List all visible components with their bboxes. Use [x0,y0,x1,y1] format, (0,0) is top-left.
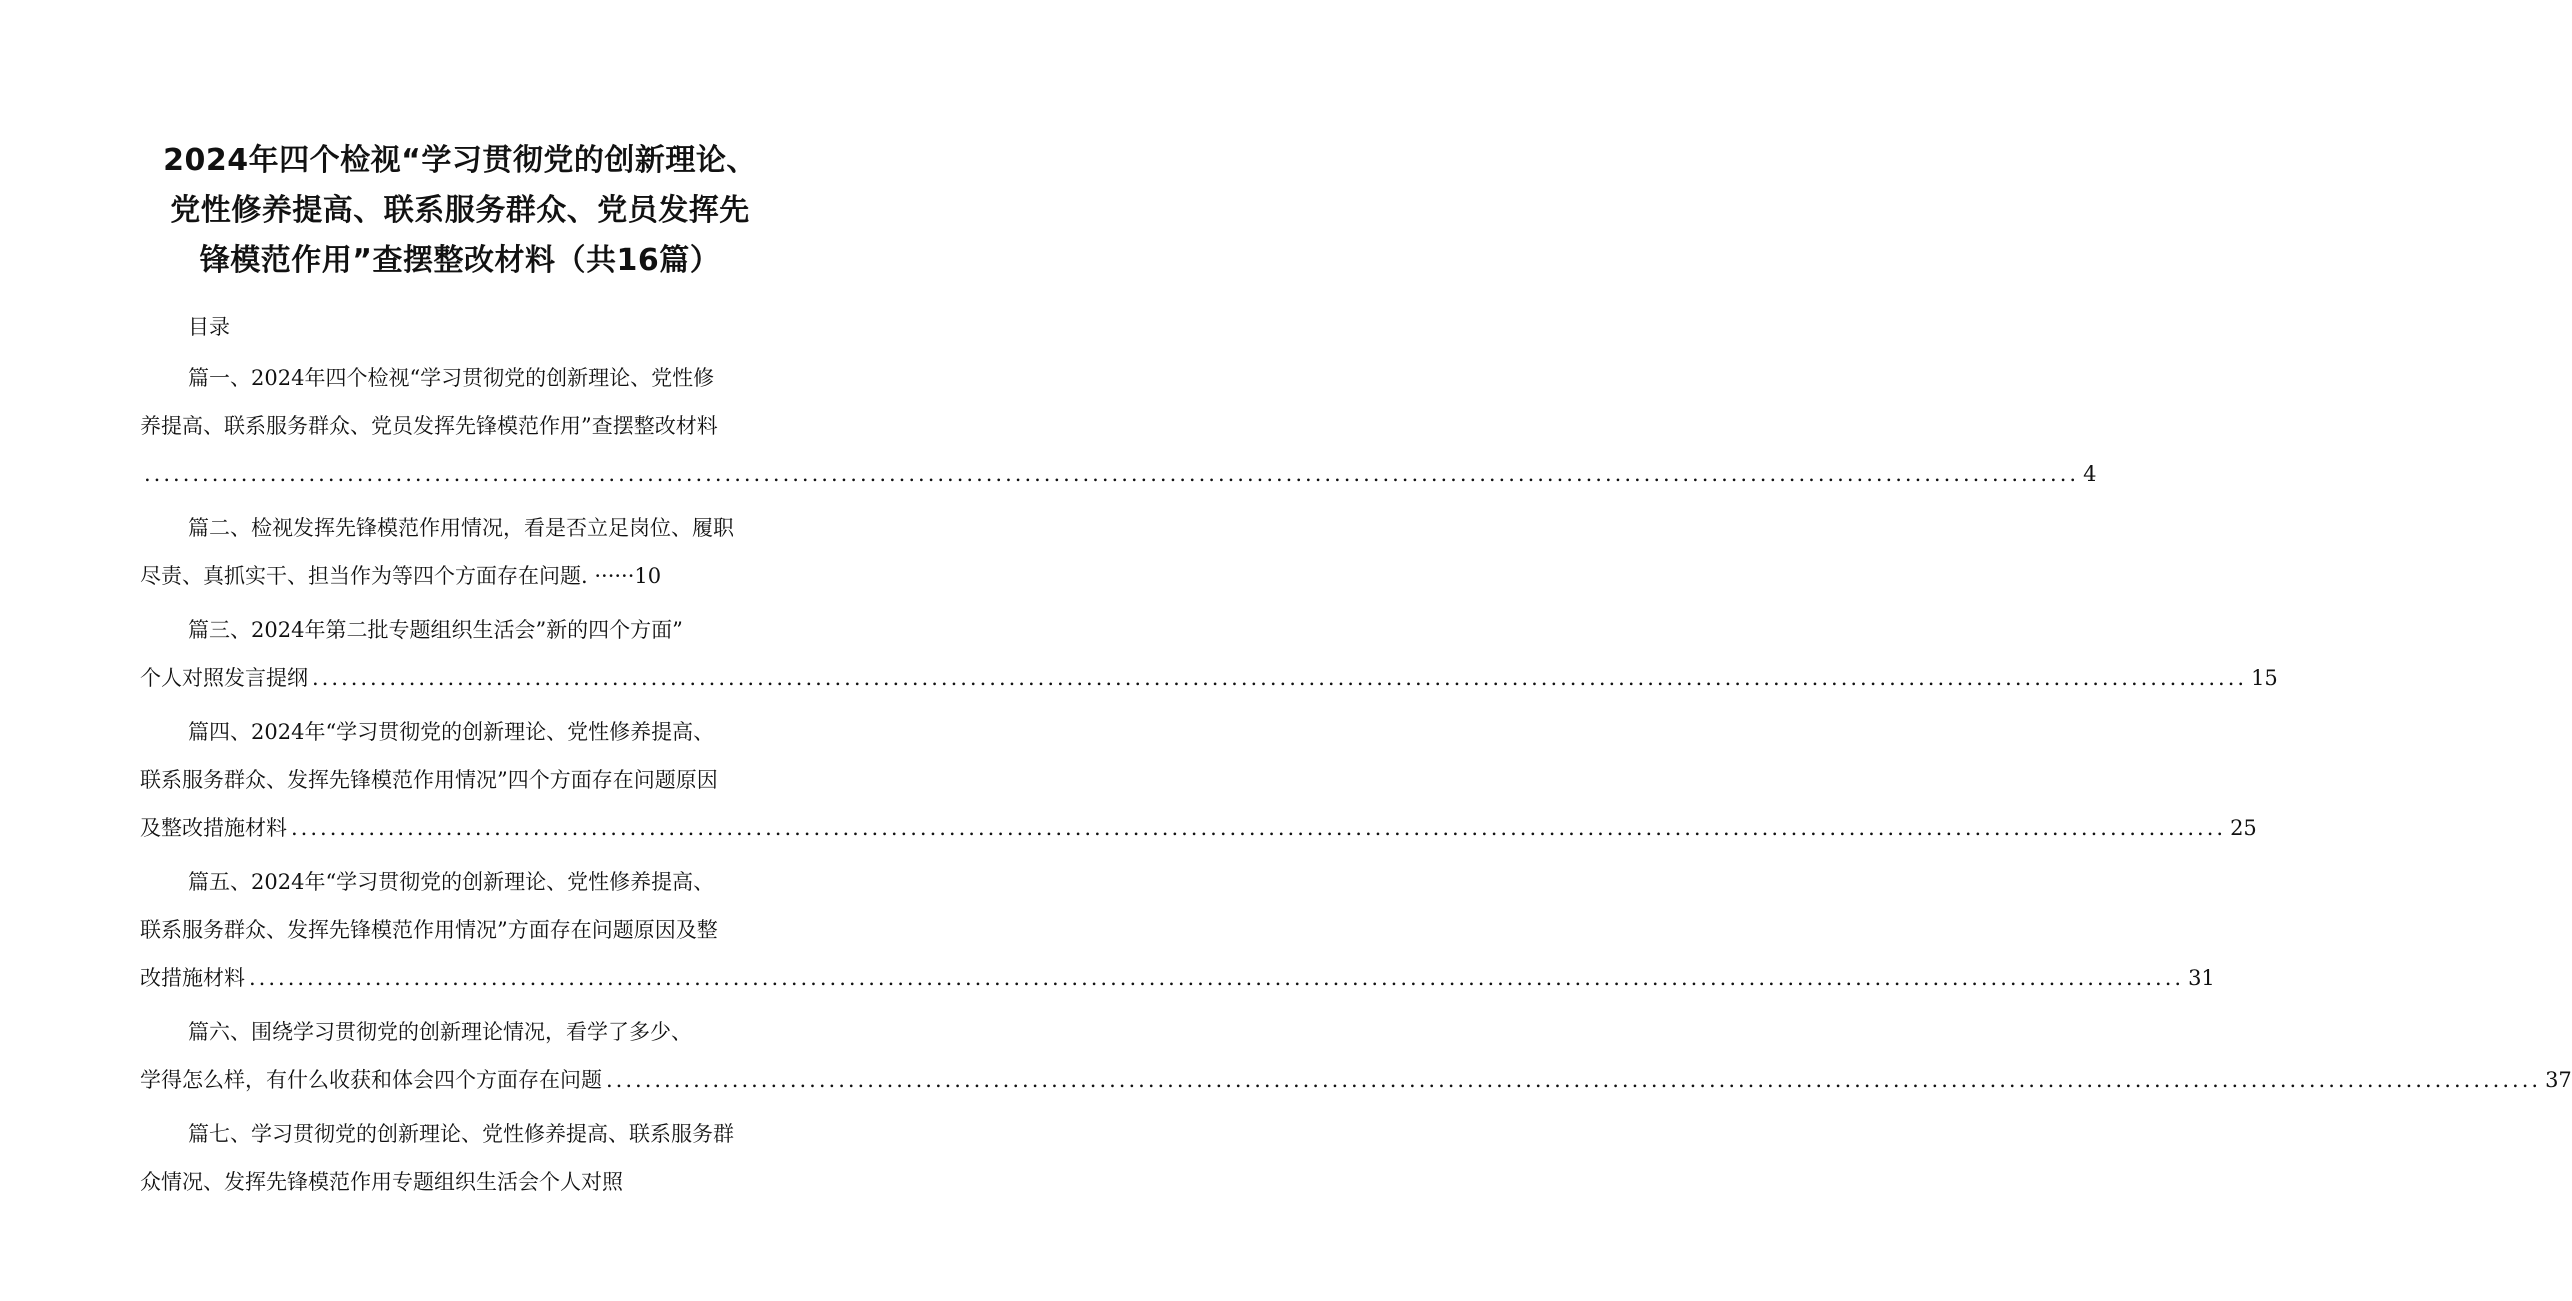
dot-leader: ........................................................................................................................................................................................................ [291,816,2227,840]
title-line: 党性修养提高、联系服务群众、党员发挥先 [170,193,750,228]
toc-entry-leader-line [140,954,2215,1002]
dot-leader: ........................................................................................................................................................................................................ [312,666,2248,690]
toc-page-number: 25 [2230,816,2257,840]
toc-entry-line: 篇一、2024年四个检视“学习贯彻党的创新理论、党性修 [188,366,715,390]
toc-entry[interactable] [140,1110,785,1206]
toc-entry-line: 篇三、2024年第二批专题组织生活会”新的四个方面” [188,618,683,642]
dot-leader: ........................................................................................................................................................................................................ [606,1068,2542,1092]
toc-entry-line: 联系服务群众、发挥先锋模范作用情况”四个方面存在问题原因 [140,768,718,792]
title-line: 2024年四个检视“学习贯彻党的创新理论、 [163,143,757,178]
toc-page-number: 4 [2083,462,2097,486]
toc-entry-leader-line [140,450,2097,498]
toc-entry-leader-line [140,654,2278,702]
toc-entry-line: 篇四、2024年“学习贯彻党的创新理论、党性修养提高、 [188,720,715,744]
toc-entry[interactable] [140,858,2215,1002]
toc-entry-line: 尽责、真抓实干、担当作为等四个方面存在问题. ······10 [140,564,662,588]
toc-entry-line: 篇五、2024年“学习贯彻党的创新理论、党性修养提高、 [188,870,715,894]
table-of-contents [140,306,2572,1206]
toc-entry-line: 改措施材料 [140,966,245,990]
toc-entry-line: 篇七、学习贯彻党的创新理论、党性修养提高、联系服务群 [188,1122,734,1146]
toc-entry[interactable] [140,354,2097,498]
toc-entry-leader-line [140,1056,2572,1104]
toc-entry-leader-line [140,804,2257,852]
toc-entry-line: 养提高、联系服务群众、党员发挥先锋模范作用”查摆整改材料 [140,414,718,438]
toc-heading: 目录 [188,315,230,339]
toc-page-number: 31 [2188,966,2215,990]
toc-page-number: 15 [2251,666,2278,690]
toc-entry-line: 篇六、围绕学习贯彻党的创新理论情况，看学了多少、 [188,1020,692,1044]
toc-entry-line: 联系服务群众、发挥先锋模范作用情况”方面存在问题原因及整 [140,918,718,942]
toc-entry[interactable] [140,606,2278,702]
toc-entry[interactable] [140,1008,2572,1104]
document-title [100,136,820,286]
toc-page-number: 37 [2545,1068,2572,1092]
toc-entry-line: 及整改措施材料 [140,816,287,840]
dot-leader: ........................................................................................................................................................................................................ [249,966,2185,990]
toc-entry-line: 众情况、发挥先锋模范作用专题组织生活会个人对照 [140,1170,623,1194]
toc-entry-line: 篇二、检视发挥先锋模范作用情况，看是否立足岗位、履职 [188,516,734,540]
toc-entry-line: 学得怎么样，有什么收获和体会四个方面存在问题 [140,1068,602,1092]
title-line: 锋模范作用”查摆整改材料（共16篇） [199,243,721,278]
toc-entry[interactable] [140,708,2257,852]
toc-entry-line: 个人对照发言提纲 [140,666,308,690]
toc-entry[interactable] [140,504,785,600]
dot-leader: ........................................................................................................................................................................................................ [144,462,2080,486]
